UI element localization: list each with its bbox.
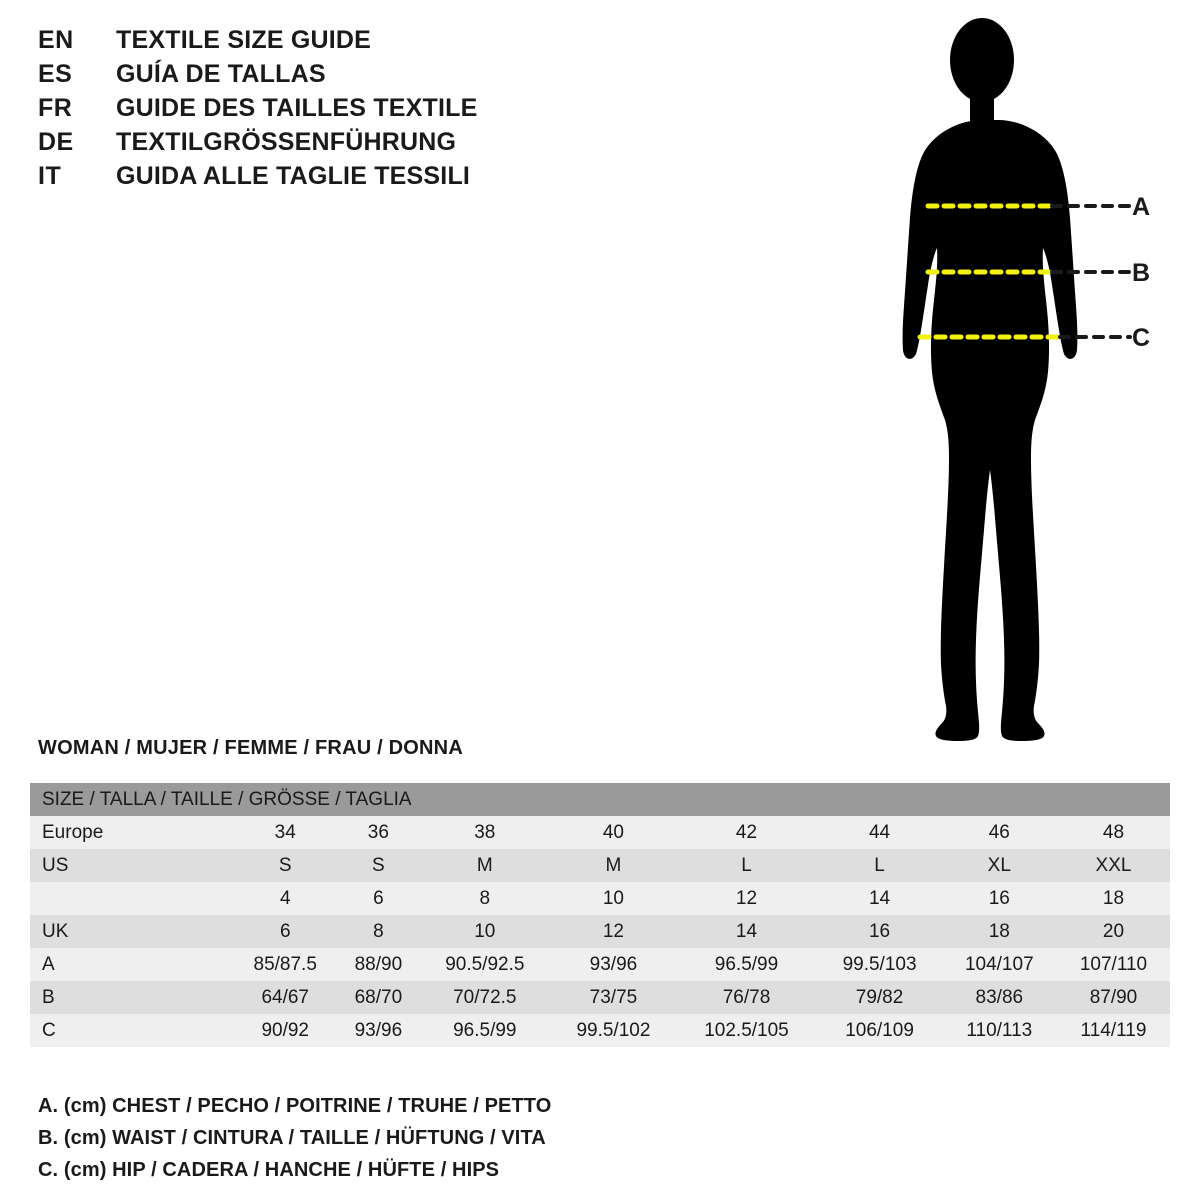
cell: XL: [987, 854, 1011, 876]
language-row-fr: [38, 94, 658, 128]
cell: 16: [988, 887, 1010, 909]
row-label: A: [42, 953, 55, 975]
row-label: [30, 882, 232, 915]
table-row: [30, 915, 1170, 948]
cell: XXL: [1095, 854, 1132, 876]
table-row: [30, 882, 1170, 915]
footnote-c: C. (cm) HIP / CADERA / HANCHE / HÜFTE / HIPS: [38, 1159, 500, 1181]
cell: S: [372, 854, 385, 876]
cell: 114/119: [1080, 1019, 1147, 1041]
cell: 104/107: [964, 953, 1034, 975]
language-row-it: [38, 162, 658, 196]
cell: 10: [474, 920, 496, 942]
cell: 83/86: [975, 986, 1024, 1008]
language-header: [38, 26, 658, 196]
table-row: [30, 1014, 1170, 1047]
row-label: C: [42, 1019, 56, 1041]
section-title: WOMAN / MUJER / FEMME / FRAU / DONNA: [38, 737, 463, 759]
cell: 79/82: [855, 986, 904, 1008]
language-code: DE: [38, 128, 74, 156]
cell: 44: [868, 821, 891, 843]
cell: 6: [373, 887, 384, 909]
footnote-a: A. (cm) CHEST / PECHO / POITRINE / TRUHE / PETTO: [38, 1095, 552, 1117]
language-row-es: [38, 60, 658, 94]
cell: 18: [988, 920, 1010, 942]
female-silhouette-icon: [830, 10, 1190, 750]
cell: 96.5/99: [714, 953, 779, 975]
cell: 87/90: [1089, 986, 1138, 1008]
cell: 14: [735, 920, 758, 942]
cell: 99.5/102: [576, 1019, 651, 1041]
cell: 46: [988, 821, 1010, 843]
cell: 68/70: [354, 986, 403, 1008]
cell: 8: [479, 887, 491, 909]
row-label: UK: [42, 920, 69, 942]
cell: 106/109: [845, 1019, 914, 1041]
cell: 70/72.5: [453, 986, 517, 1008]
cell: 102.5/105: [704, 1019, 789, 1041]
cell: 20: [1102, 920, 1125, 942]
cell: 10: [602, 887, 624, 909]
language-title: GUIDE DES TAILLES TEXTILE: [116, 94, 478, 122]
language-code: IT: [38, 162, 62, 190]
cell: 90.5/92.5: [445, 953, 525, 975]
cell: M: [605, 854, 622, 876]
table-header-row: [30, 783, 1170, 816]
cell: 64/67: [261, 986, 309, 1008]
cell: 40: [602, 821, 624, 843]
table-row: [30, 849, 1170, 882]
language-title: TEXTILE SIZE GUIDE: [116, 26, 372, 54]
cell: 96.5/99: [453, 1019, 517, 1041]
row-label: Europe: [42, 821, 104, 843]
cell: 90/92: [261, 1019, 309, 1041]
row-label: US: [42, 854, 69, 876]
cell: 73/75: [589, 986, 638, 1008]
language-title: GUÍA DE TALLAS: [116, 60, 326, 88]
cell: 12: [735, 887, 758, 909]
footnote-b: B. (cm) WAIST / CINTURA / TAILLE / HÜFTUNG / VITA: [38, 1127, 546, 1149]
cell: 8: [373, 920, 384, 942]
cell: 36: [367, 821, 389, 843]
cell: 85/87.5: [253, 953, 317, 975]
cell: 42: [735, 821, 758, 843]
cell: 6: [279, 920, 291, 942]
cell: L: [874, 854, 885, 876]
language-row-de: [38, 128, 658, 162]
table-row: [30, 948, 1170, 981]
cell: 34: [274, 821, 296, 843]
cell: M: [476, 854, 493, 876]
cell: 88/90: [354, 953, 403, 975]
cell: S: [278, 854, 292, 876]
footnotes: [38, 1090, 838, 1186]
cell: 14: [868, 887, 891, 909]
size-table: [30, 783, 1170, 1047]
cell: 76/78: [722, 986, 771, 1008]
table-row: [30, 981, 1170, 1014]
language-title: TEXTILGRÖSSENFÜHRUNG: [116, 128, 457, 156]
language-code: FR: [38, 94, 73, 122]
cell: 48: [1102, 821, 1125, 843]
language-code: EN: [38, 26, 74, 54]
language-code: ES: [38, 60, 73, 88]
measure-label-c: C: [1132, 324, 1151, 352]
cell: 110/113: [966, 1019, 1033, 1041]
language-title: GUIDA ALLE TAGLIE TESSILI: [116, 162, 471, 190]
cell: 16: [868, 920, 891, 942]
cell: 93/96: [354, 1019, 403, 1041]
cell: 38: [474, 821, 496, 843]
cell: 93/96: [589, 953, 638, 975]
cell: 107/110: [1079, 953, 1148, 975]
row-label: B: [42, 986, 55, 1008]
cell: 12: [602, 920, 624, 942]
cell: L: [741, 854, 752, 876]
language-row-en: [38, 26, 658, 60]
cell: 99.5/103: [842, 953, 917, 975]
cell: 18: [1102, 887, 1125, 909]
table-header-label: SIZE / TALLA / TAILLE / GRÖSSE / TAGLIA: [42, 788, 412, 810]
cell: 4: [279, 887, 291, 909]
measure-label-b: B: [1132, 259, 1151, 287]
body-figure-area: [830, 10, 1190, 750]
measure-label-a: A: [1132, 193, 1151, 221]
table-row: [30, 816, 1170, 849]
